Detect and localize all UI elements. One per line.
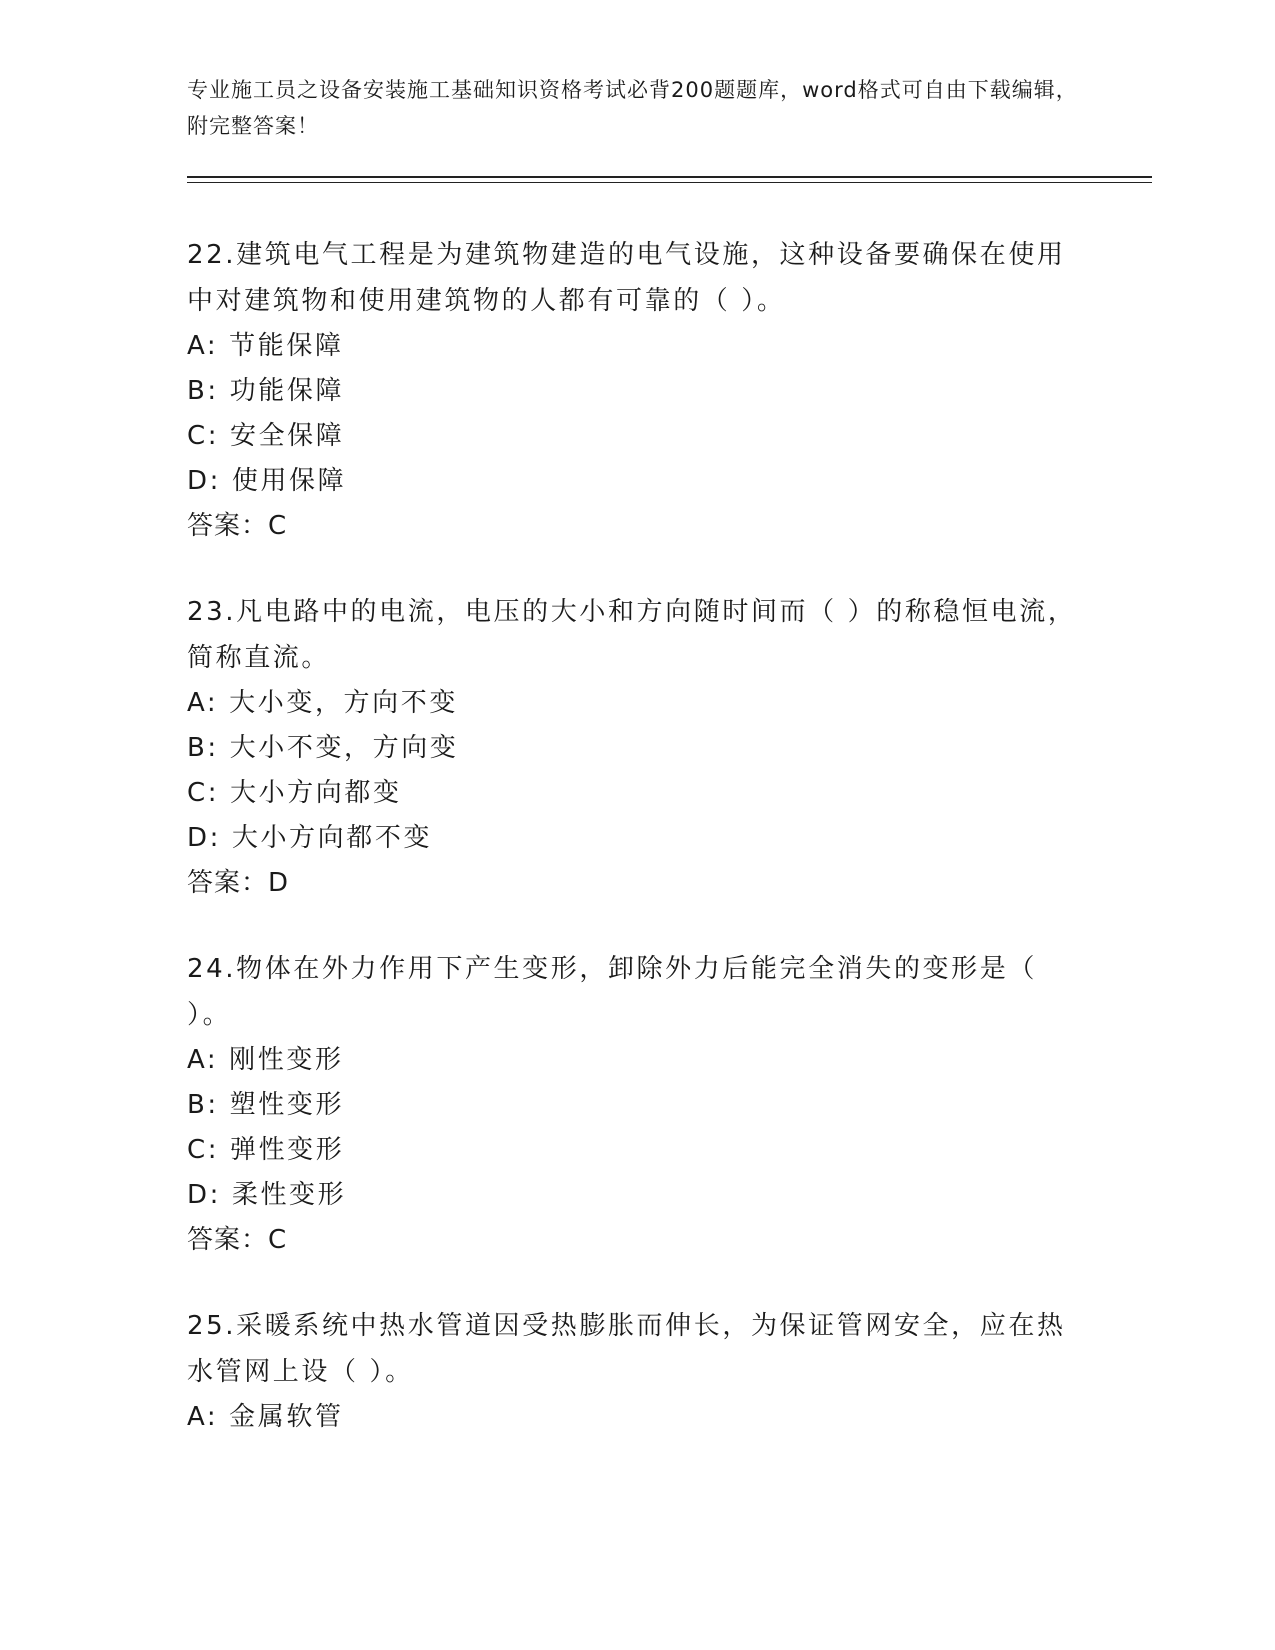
option-a: A: 刚性变形 xyxy=(187,1045,344,1075)
option-b: B: 塑性变形 xyxy=(187,1090,345,1120)
option-c: C: 弹性变形 xyxy=(187,1135,345,1165)
option-c: C: 大小方向都变 xyxy=(187,778,402,808)
option-d: D: 柔性变形 xyxy=(187,1180,347,1210)
question-stem: 25.采暖系统中热水管道因受热膨胀而伸长，为保证管网安全，应在热水管网上设（ ）。 xyxy=(187,1311,1066,1387)
header-divider-thick xyxy=(187,176,1152,178)
answer-line: 答案：C xyxy=(187,511,288,541)
question-23 xyxy=(187,589,1087,906)
question-list xyxy=(187,232,1087,1480)
question-22 xyxy=(187,232,1087,549)
option-d: D: 大小方向都不变 xyxy=(187,823,433,853)
question-stem: 22.建筑电气工程是为建筑物建造的电气设施，这种设备要确保在使用中对建筑物和使用建筑物的人都有可靠的（ ）。 xyxy=(187,240,1066,316)
question-stem: 23.凡电路中的电流，电压的大小和方向随时间而（ ）的称稳恒电流，简称直流。 xyxy=(187,597,1077,673)
option-b: B: 功能保障 xyxy=(187,376,345,406)
question-stem: 24.物体在外力作用下产生变形，卸除外力后能完全消失的变形是（ ）。 xyxy=(187,954,1037,1030)
document-header: 专业施工员之设备安装施工基础知识资格考试必背200题题库，word格式可自由下载编辑，附完整答案！ xyxy=(187,78,1078,138)
answer-line: 答案：D xyxy=(187,868,290,898)
option-a: A: 大小变，方向不变 xyxy=(187,688,458,718)
option-a: A: 金属软管 xyxy=(187,1402,344,1432)
header-divider-thin xyxy=(187,182,1152,183)
option-c: C: 安全保障 xyxy=(187,421,345,451)
option-a: A: 节能保障 xyxy=(187,331,344,361)
question-24 xyxy=(187,946,1087,1263)
option-b: B: 大小不变，方向变 xyxy=(187,733,459,763)
answer-line: 答案：C xyxy=(187,1225,288,1255)
option-d: D: 使用保障 xyxy=(187,466,347,496)
question-25 xyxy=(187,1303,1087,1440)
